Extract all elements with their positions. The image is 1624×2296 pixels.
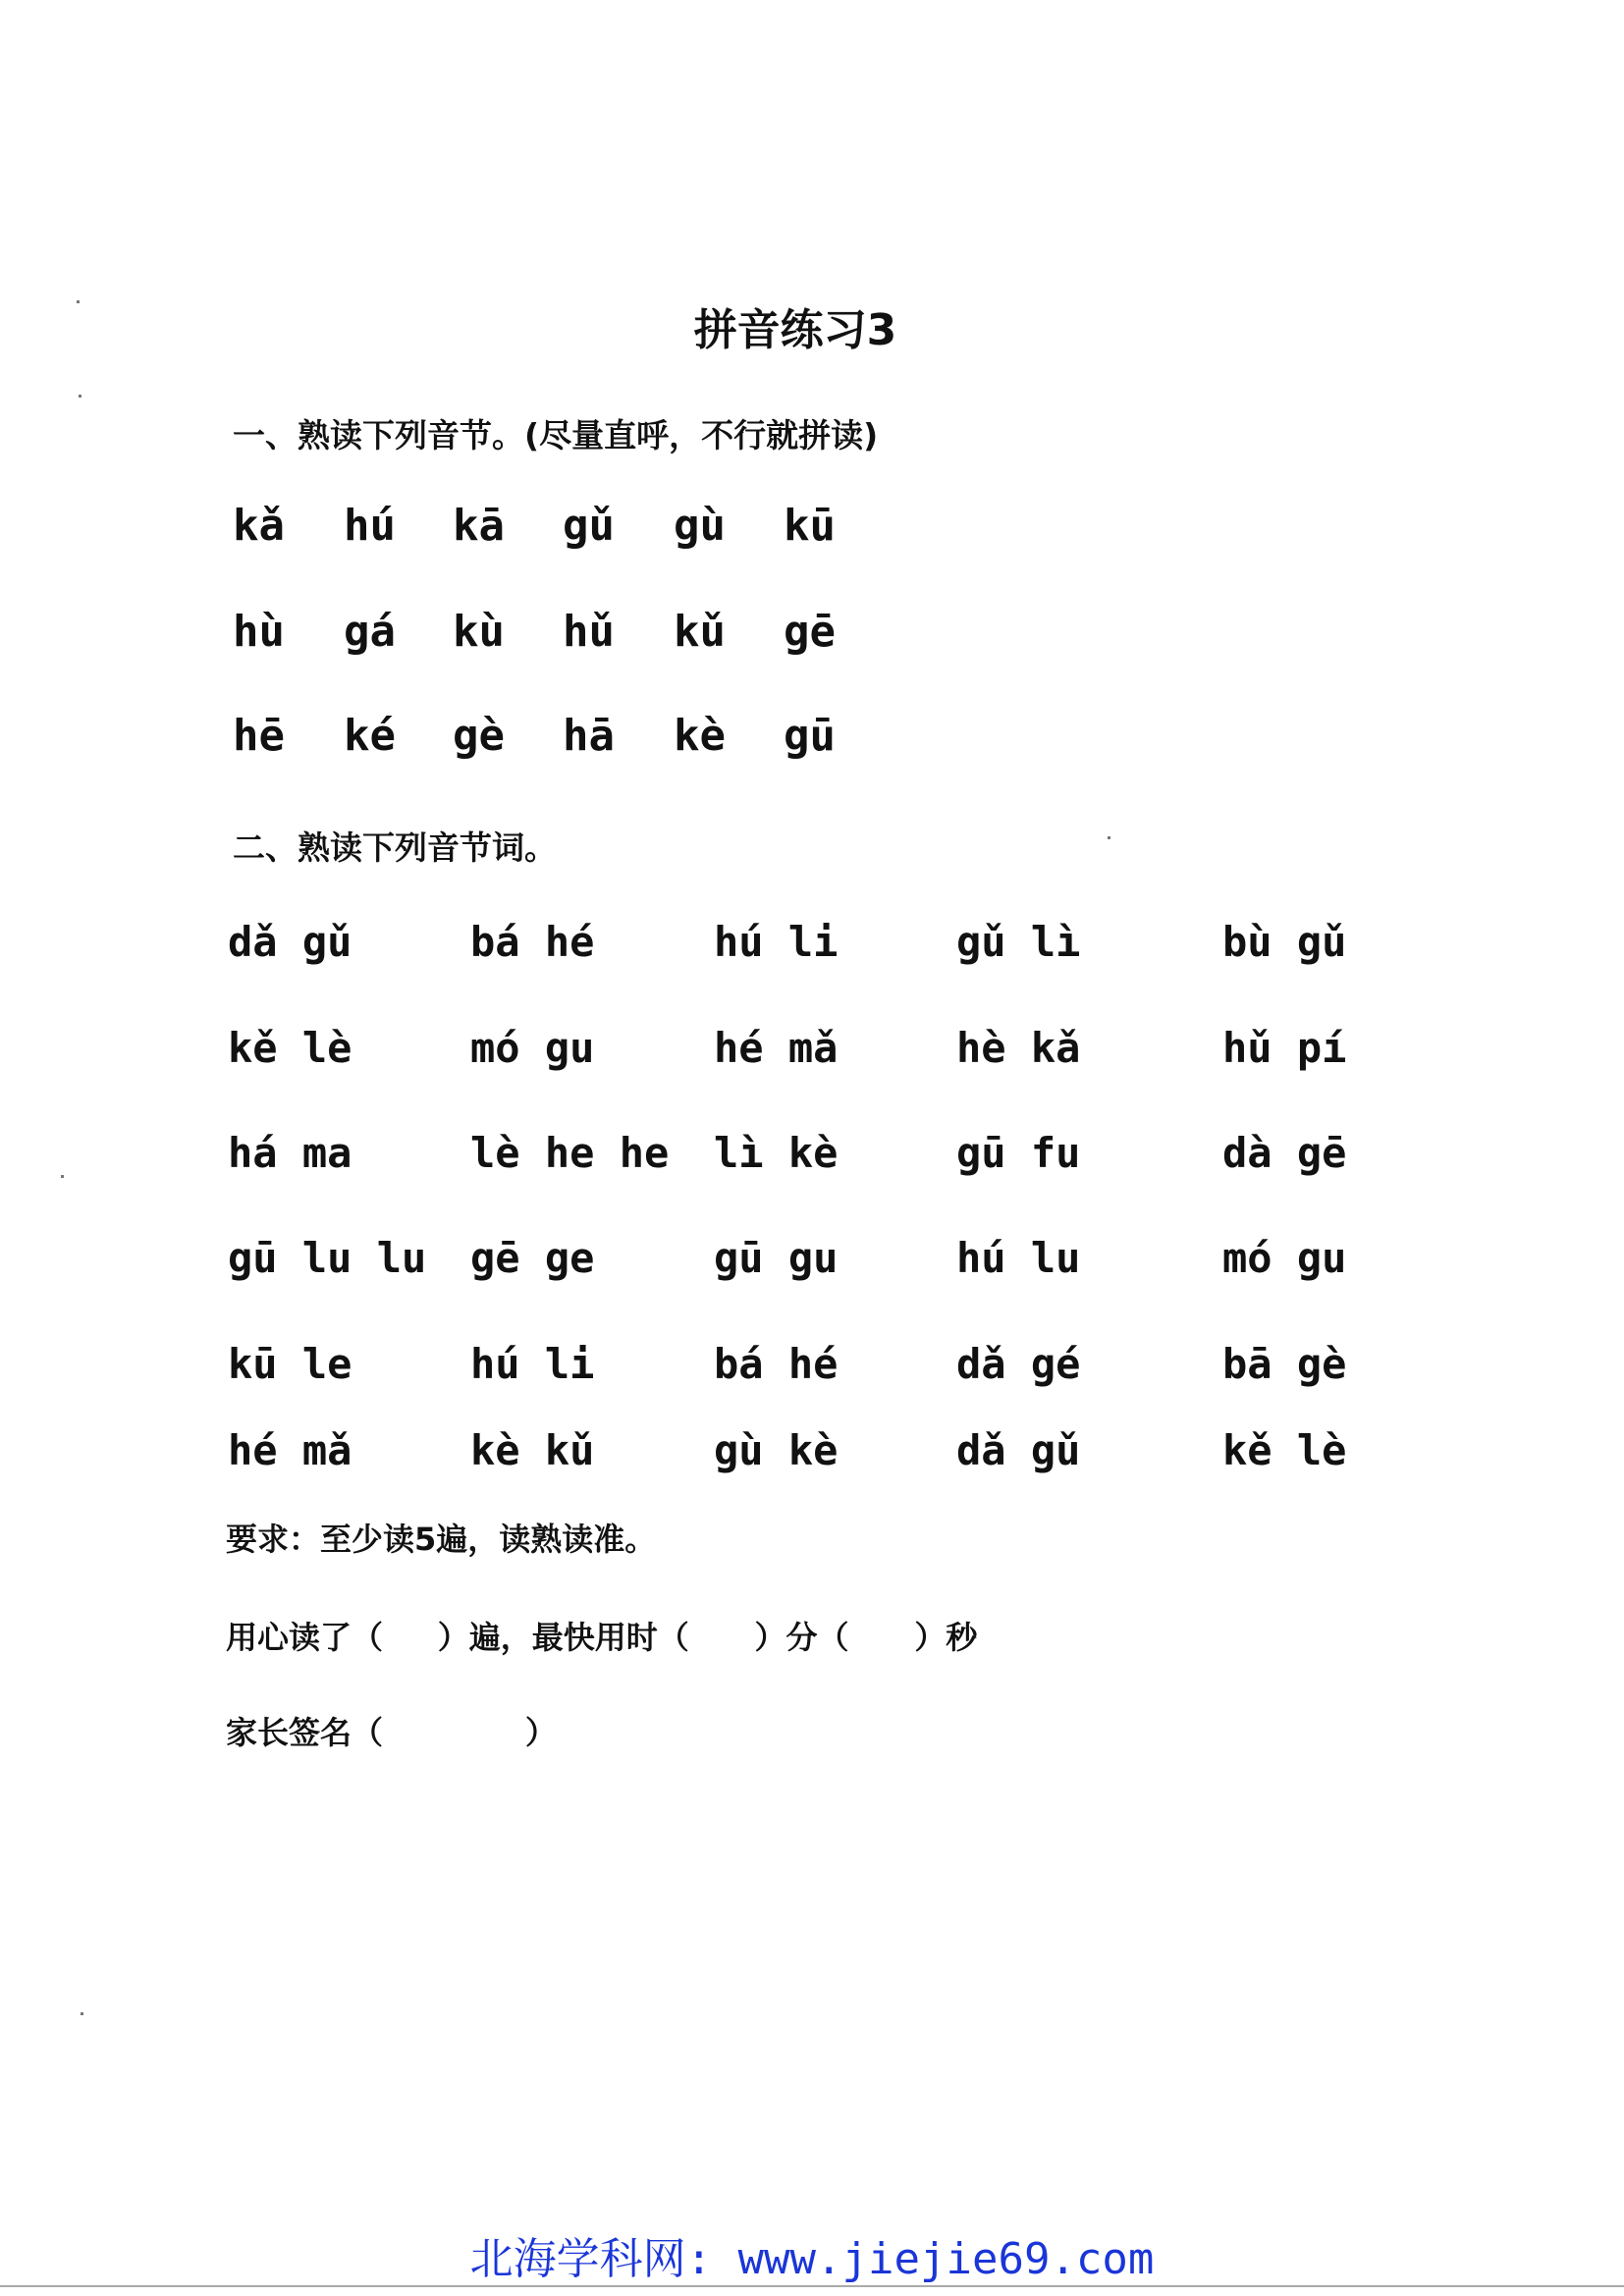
section-1-heading: 一、熟读下列音节。(尽量直呼，不行就拼读): [233, 416, 879, 454]
pinyin-word: gǔ lì: [956, 918, 1081, 966]
pinyin-word: lè he he: [470, 1129, 670, 1177]
pinyin-word: gū gu: [714, 1234, 839, 1282]
pinyin-word: dǎ gǔ: [956, 1426, 1081, 1474]
parent-signature-line: 家长签名（ ）: [226, 1714, 557, 1751]
syllable: hā: [563, 711, 615, 761]
syllable: hē: [233, 711, 285, 761]
pinyin-word: há ma: [228, 1129, 352, 1177]
pinyin-word: kě lè: [1222, 1426, 1347, 1474]
syllable: kū: [784, 501, 836, 551]
syllable: ké: [344, 711, 396, 761]
scan-speck: [77, 300, 80, 303]
pinyin-word: gū lu lu: [228, 1234, 427, 1282]
pinyin-word: hú li: [714, 918, 839, 966]
pinyin-word: bā gè: [1222, 1340, 1347, 1388]
syllable: hǔ: [563, 607, 615, 657]
syllable: kù: [453, 607, 505, 657]
pinyin-word: kè kǔ: [470, 1426, 595, 1474]
syllable: gē: [784, 607, 836, 657]
pinyin-word: gū fu: [956, 1129, 1081, 1177]
pinyin-word: gù kè: [714, 1426, 839, 1474]
scan-speck: [81, 2012, 83, 2015]
footer-watermark: 北海学科网: www.jiejie69.com: [469, 2234, 1155, 2284]
reading-record-line: 用心读了（ ）遍，最快用时（ ）分（ ）秒: [226, 1619, 978, 1656]
page-bottom-edge: [0, 2285, 1624, 2287]
syllable: hù: [233, 607, 285, 657]
pinyin-word: dà gē: [1222, 1129, 1347, 1177]
scan-speck: [61, 1175, 64, 1178]
pinyin-word: mó gu: [1222, 1234, 1347, 1282]
syllable: kè: [674, 711, 726, 761]
pinyin-word: kū le: [228, 1340, 352, 1388]
syllable: gǔ: [563, 501, 615, 551]
syllable: gè: [453, 711, 505, 761]
syllable: gù: [674, 501, 726, 551]
pinyin-word: hé mǎ: [714, 1024, 839, 1072]
pinyin-word: dǎ gé: [956, 1340, 1081, 1388]
syllable: kǔ: [674, 607, 726, 657]
syllable: kǎ: [233, 501, 285, 551]
requirement-text: 要求：至少读5遍，读熟读准。: [226, 1521, 657, 1558]
page-title: 拼音练习3: [693, 305, 897, 355]
pinyin-word: hè kǎ: [956, 1024, 1081, 1072]
pinyin-word: bá hé: [714, 1340, 839, 1388]
pinyin-word: kě lè: [228, 1024, 352, 1072]
syllable: gū: [784, 711, 836, 761]
pinyin-word: lì kè: [714, 1129, 839, 1177]
pinyin-word: hǔ pí: [1222, 1024, 1347, 1072]
section-2-heading: 二、熟读下列音节词。: [233, 828, 557, 867]
scan-speck: [79, 395, 81, 398]
pinyin-word: gē ge: [470, 1234, 595, 1282]
pinyin-word: bù gǔ: [1222, 918, 1347, 966]
syllable: hú: [344, 501, 396, 551]
pinyin-word: hú li: [470, 1340, 595, 1388]
syllable: gá: [344, 607, 396, 657]
pinyin-word: dǎ gǔ: [228, 918, 352, 966]
pinyin-word: hú lu: [956, 1234, 1081, 1282]
pinyin-word: bá hé: [470, 918, 595, 966]
pinyin-word: hé mǎ: [228, 1426, 352, 1474]
scan-speck: [1108, 836, 1110, 839]
syllable: kā: [453, 501, 505, 551]
pinyin-word: mó gu: [470, 1024, 595, 1072]
